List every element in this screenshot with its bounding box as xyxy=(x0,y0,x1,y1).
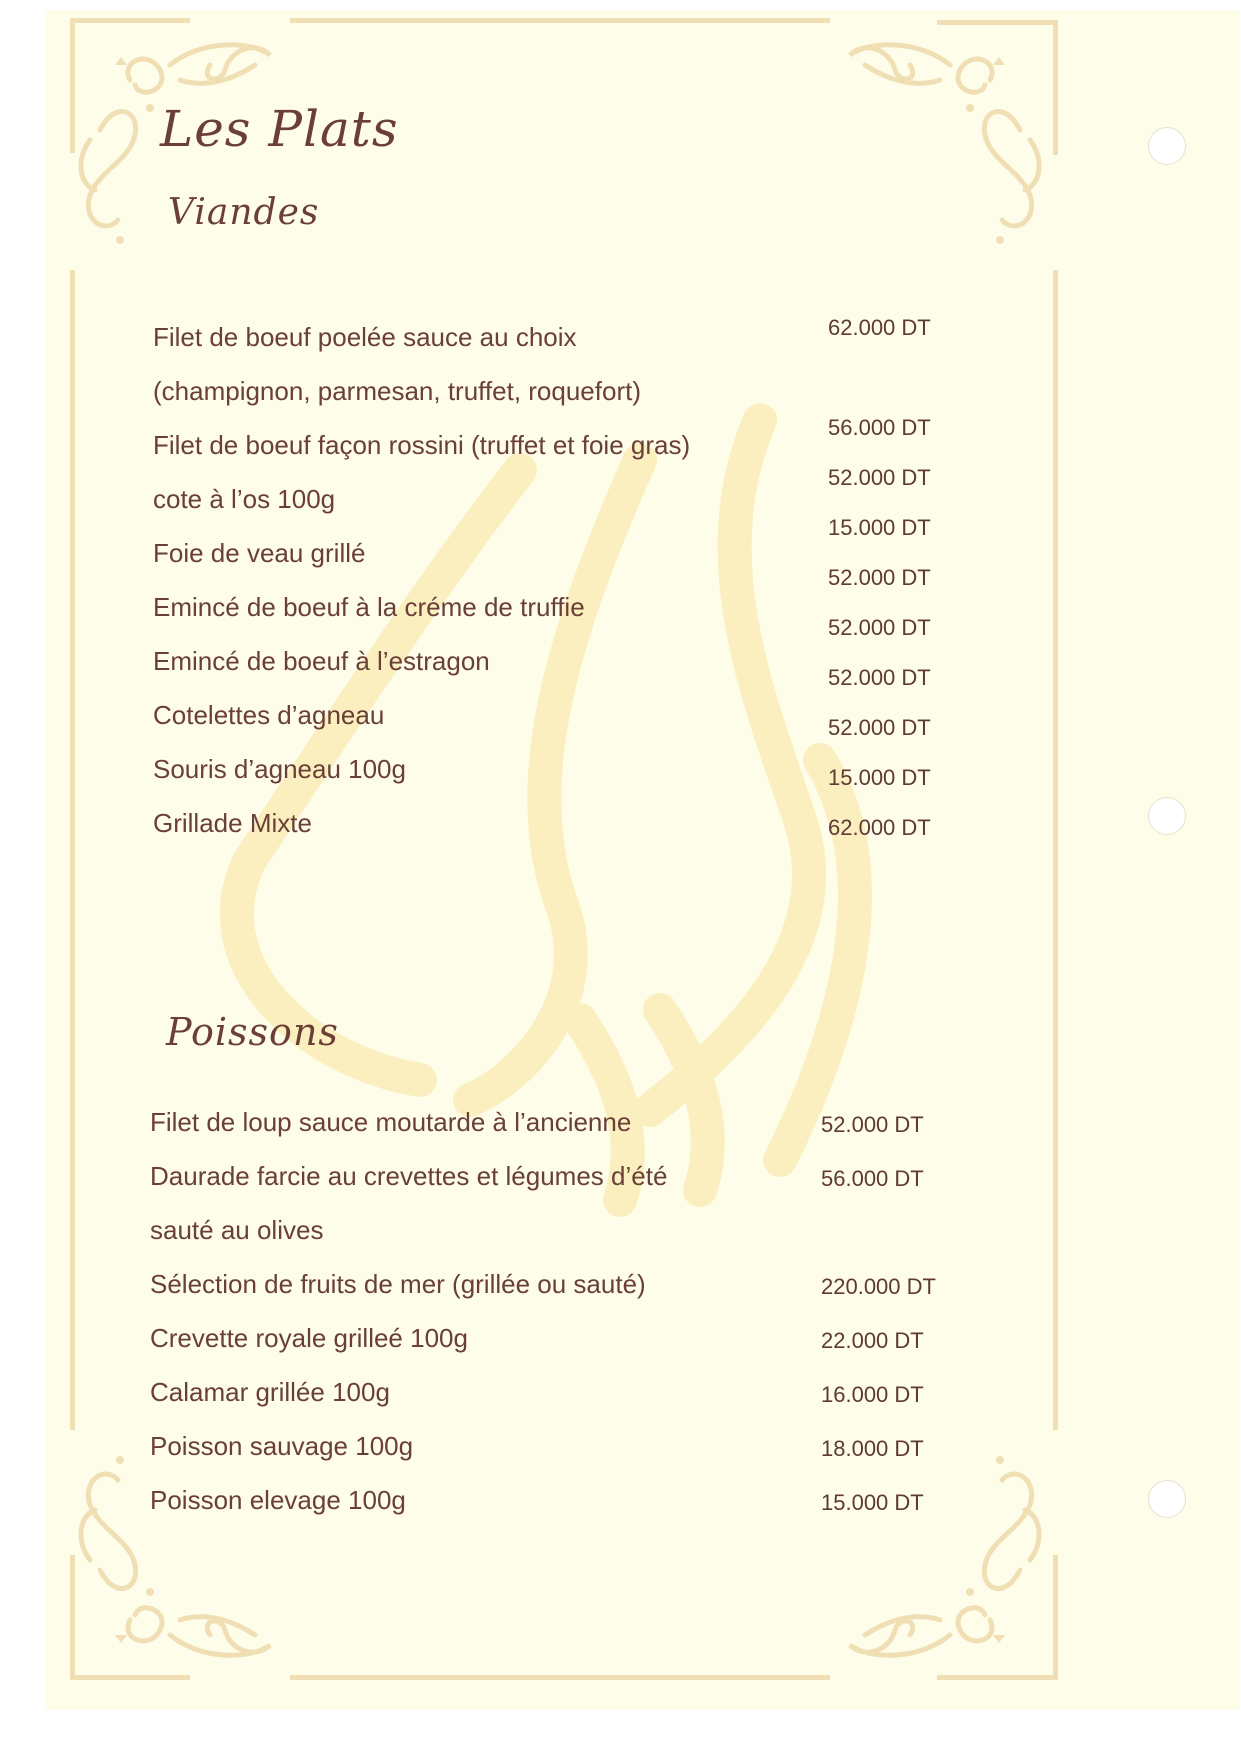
menu-item: Crevette royale grilleé 100g xyxy=(150,1323,468,1353)
menu-item: Filet de boeuf façon rossini (truffet et foie gras) xyxy=(153,430,691,460)
menu-item: Cotelettes d’agneau xyxy=(153,700,385,730)
menu-price: 52.000 DT xyxy=(828,665,931,690)
frame-left xyxy=(70,270,75,1430)
punch-hole xyxy=(1148,127,1186,165)
menu-item: Daurade farcie au crevettes et légumes d’été xyxy=(150,1161,668,1191)
menu-price: 52.000 DT xyxy=(828,715,931,740)
frame-right xyxy=(1053,270,1058,1430)
menu-item: Calamar grillée 100g xyxy=(150,1377,390,1407)
punch-hole xyxy=(1148,797,1186,835)
menu-price: 56.000 DT xyxy=(828,415,931,440)
menu-price: 15.000 DT xyxy=(828,765,931,790)
menu-price: 22.000 DT xyxy=(821,1328,924,1353)
menu-price: 52.000 DT xyxy=(828,565,931,590)
menu-item-detail: (champignon, parmesan, truffet, roquefort) xyxy=(153,376,641,406)
ornament-top-right-icon xyxy=(840,20,1060,260)
menu-item: Filet de loup sauce moutarde à l’ancienne xyxy=(150,1107,632,1137)
menu-price: 62.000 DT xyxy=(828,315,931,340)
menu-item: Foie de veau grillé xyxy=(153,538,366,568)
ornament-bottom-right-icon xyxy=(840,1440,1060,1680)
menu-price: 52.000 DT xyxy=(828,465,931,490)
menu-item: Emincé de boeuf à l’estragon xyxy=(153,646,490,676)
menu-price: 62.000 DT xyxy=(828,815,931,840)
menu-item: Emincé de boeuf à la créme de truffie xyxy=(153,592,585,622)
menu-item: Filet de boeuf poelée sauce au choix xyxy=(153,322,577,352)
menu-price: 220.000 DT xyxy=(821,1274,936,1299)
menu-title: Les Plats xyxy=(160,100,399,158)
menu-item-detail: sauté au olives xyxy=(150,1215,324,1245)
menu-item: Grillade Mixte xyxy=(153,808,312,838)
ornament-bottom-left-icon xyxy=(60,1440,280,1680)
menu-item: Souris d’agneau 100g xyxy=(153,754,406,784)
menu-item: Poisson sauvage 100g xyxy=(150,1431,414,1461)
menu-price: 15.000 DT xyxy=(828,515,931,540)
menu-item: Poisson elevage 100g xyxy=(150,1485,406,1515)
section-title-viandes: Viandes xyxy=(168,192,320,233)
frame-bottom-center xyxy=(290,1675,830,1680)
menu-item: Sélection de fruits de mer (grillée ou sauté) xyxy=(150,1269,646,1299)
menu-price: 52.000 DT xyxy=(828,615,931,640)
menu-price: 52.000 DT xyxy=(821,1112,924,1137)
menu-price: 15.000 DT xyxy=(821,1490,924,1515)
frame-top-center xyxy=(290,18,830,23)
menu-price: 16.000 DT xyxy=(821,1382,924,1407)
menu-price: 18.000 DT xyxy=(821,1436,924,1461)
menu-item: cote à l’os 100g xyxy=(153,484,336,514)
punch-hole xyxy=(1148,1480,1186,1518)
section-title-poissons: Poissons xyxy=(166,1010,339,1054)
menu-price: 56.000 DT xyxy=(821,1166,924,1191)
